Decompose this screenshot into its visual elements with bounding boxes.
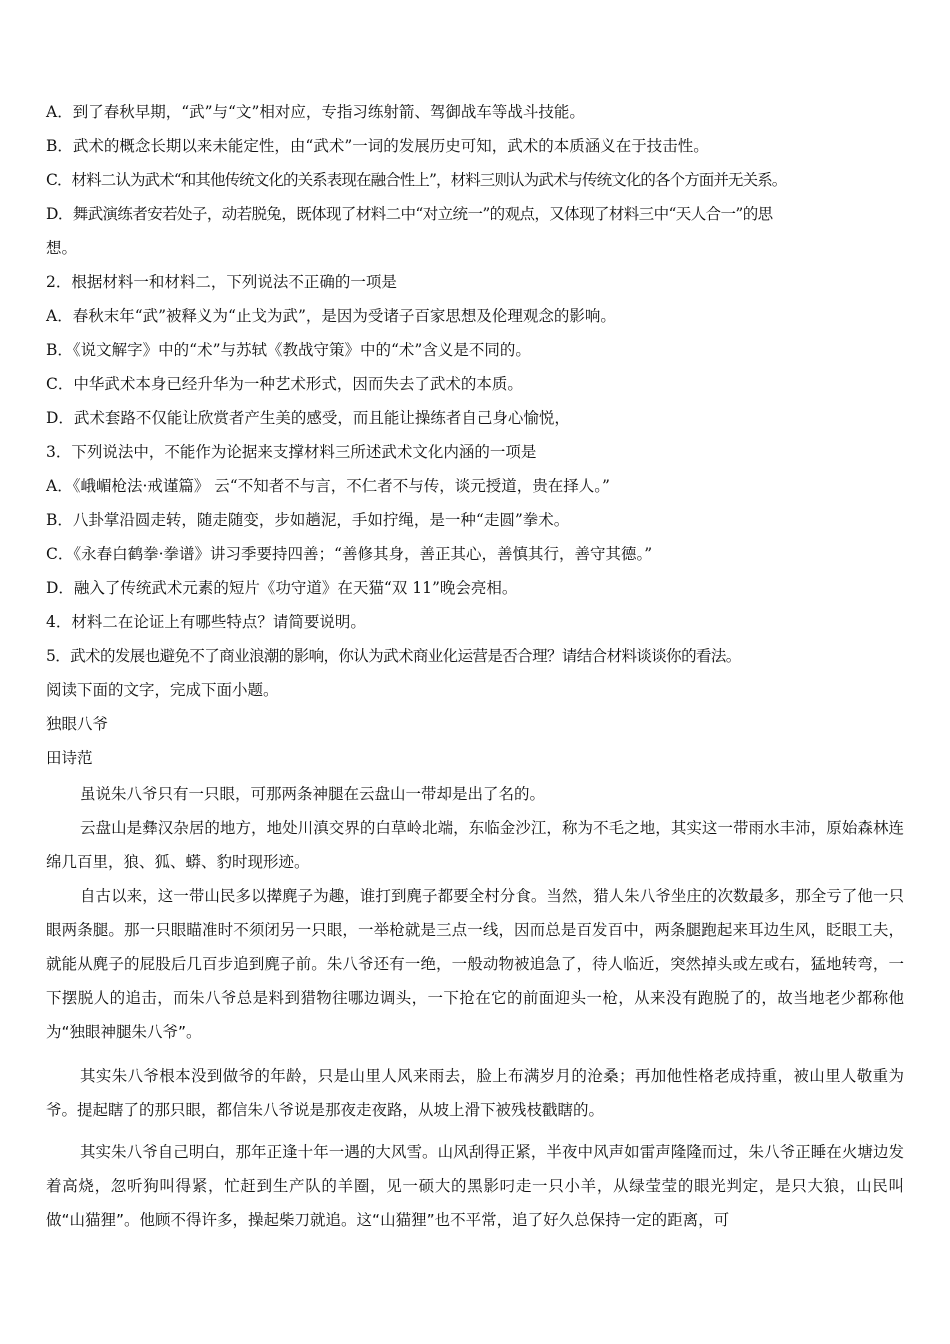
q3-option-c: C．《永春白鹤拳·拳谱》讲习季要持四善；“善修其身，善正其心，善慎其行，善守其德。” — [46, 545, 653, 563]
reading-instruction: 阅读下面的文字，完成下面小题。 — [46, 681, 279, 699]
q5-stem: 5．武术的发展也避免不了商业浪潮的影响，你认为武术商业化运营是否合理？请结合材料谈谈你的看法。 — [46, 647, 741, 665]
q2-option-c: C．中华武术本身已经升华为一种艺术形式，因而失去了武术的本质。 — [46, 375, 523, 393]
story-paragraph: 虽说朱八爷只有一只眼，可那两条神腿在云盘山一带却是出了名的。 — [80, 785, 546, 803]
q2-option-b: B．《说文解字》中的“术”与苏轼《教战守策》中的“术”含义是不同的。 — [46, 341, 531, 359]
q4-stem: 4．材料二在论证上有哪些特点？请简要说明。 — [46, 613, 366, 631]
q1-option-d: D．舞武演练者安若处子，动若脱兔，既体现了材料二中“对立统一”的观点，又体现了材料三中“天人合一”的思 — [46, 205, 773, 223]
q3-stem: 3．下列说法中，不能作为论据来支撑材料三所述武术文化内涵的一项是 — [46, 443, 537, 461]
story-paragraph: 云盘山是彝汉杂居的地方，地处川滇交界的白草岭北端，东临金沙江，称为不毛之地，其实这一带雨水丰沛，原始森林连绵几百里，狼、狐、蟒、豹时现形迹。 — [46, 819, 904, 871]
story-paragraph: 自古以来，这一带山民多以撵麂子为趣，谁打到麂子都要全村分食。当然，猎人朱八爷坐庄的次数最多，那全亏了他一只眼两条腿。那一只眼瞄准时不须闭另一只眼，一举枪就是三点一线，因而总是百发百中，两条腿跑起来耳边生风，眨眼工夫，就能从麂子的屁股后几百步追到麂子前。朱八爷还有一绝，一般动物被追急了，待人临近，突然掉头或左或右，猛地转弯，一下摆脱人的追击，而朱八爷总是料到猎物往哪边调头，一下抢在它的前面迎头一枪，从来没有跑脱了的，故当地老少都称他为“独眼神腿朱八爷”。 — [46, 887, 904, 1041]
story-author: 田诗范 — [46, 749, 93, 767]
story-title: 独眼八爷 — [46, 715, 109, 733]
q1-option-b: B．武术的概念长期以来未能定性，由“武术”一词的发展历史可知，武术的本质涵义在于技击性。 — [46, 137, 709, 155]
q3-option-d: D．融入了传统武术元素的短片《功守道》在天猫“双 11”晚会亮相。 — [46, 579, 518, 597]
story-paragraph: 其实朱八爷自己明白，那年正逢十年一遇的大风雪。山风刮得正紧，半夜中风声如雷声隆隆而过，朱八爷正睡在火塘边发着高烧，忽听狗叫得紧，忙赶到生产队的羊圈，见一硕大的黑影叼走一只小羊，从绿莹莹的眼光判定，是只大狼，山民叫做“山猫狸”。他顾不得许多，操起柴刀就追。这“山猫狸”也不平常，追了好久总保持一定的距离，可 — [46, 1143, 904, 1229]
q1-option-a: A．到了春秋早期，“武”与“文”相对应，专指习练射箭、驾御战车等战斗技能。 — [46, 103, 585, 121]
q3-option-a: A．《峨嵋枪法·戒谨篇》 云“不知者不与言，不仁者不与传，谈元授道，贵在择人。” — [46, 477, 610, 495]
story-paragraph: 其实朱八爷根本没到做爷的年龄，只是山里人风来雨去，脸上布满岁月的沧桑；再加他性格老成持重，被山里人敬重为爷。提起瞎了的那只眼，都信朱八爷说是那夜走夜路，从坡上滑下被残枝戳瞎的。 — [46, 1067, 904, 1119]
q3-option-b: B．八卦掌沿圆走转，随走随变，步如趟泥，手如拧绳，是一种“走圆”拳术。 — [46, 511, 570, 529]
q2-option-d: D．武术套路不仅能让欣赏者产生美的感受，而且能让操练者自己身心愉悦， — [46, 409, 570, 427]
q2-option-a: A．春秋末年“武”被释义为“止戈为武”，是因为受诸子百家思想及伦理观念的影响。 — [46, 307, 616, 325]
q1-option-c: C．材料二认为武术“和其他传统文化的关系表现在融合性上”，材料三则认为武术与传统文化的各个方面并无关系。 — [46, 171, 787, 189]
q2-stem: 2．根据材料一和材料二，下列说法不正确的一项是 — [46, 273, 397, 291]
q1-option-d-continued: 想。 — [46, 239, 78, 257]
